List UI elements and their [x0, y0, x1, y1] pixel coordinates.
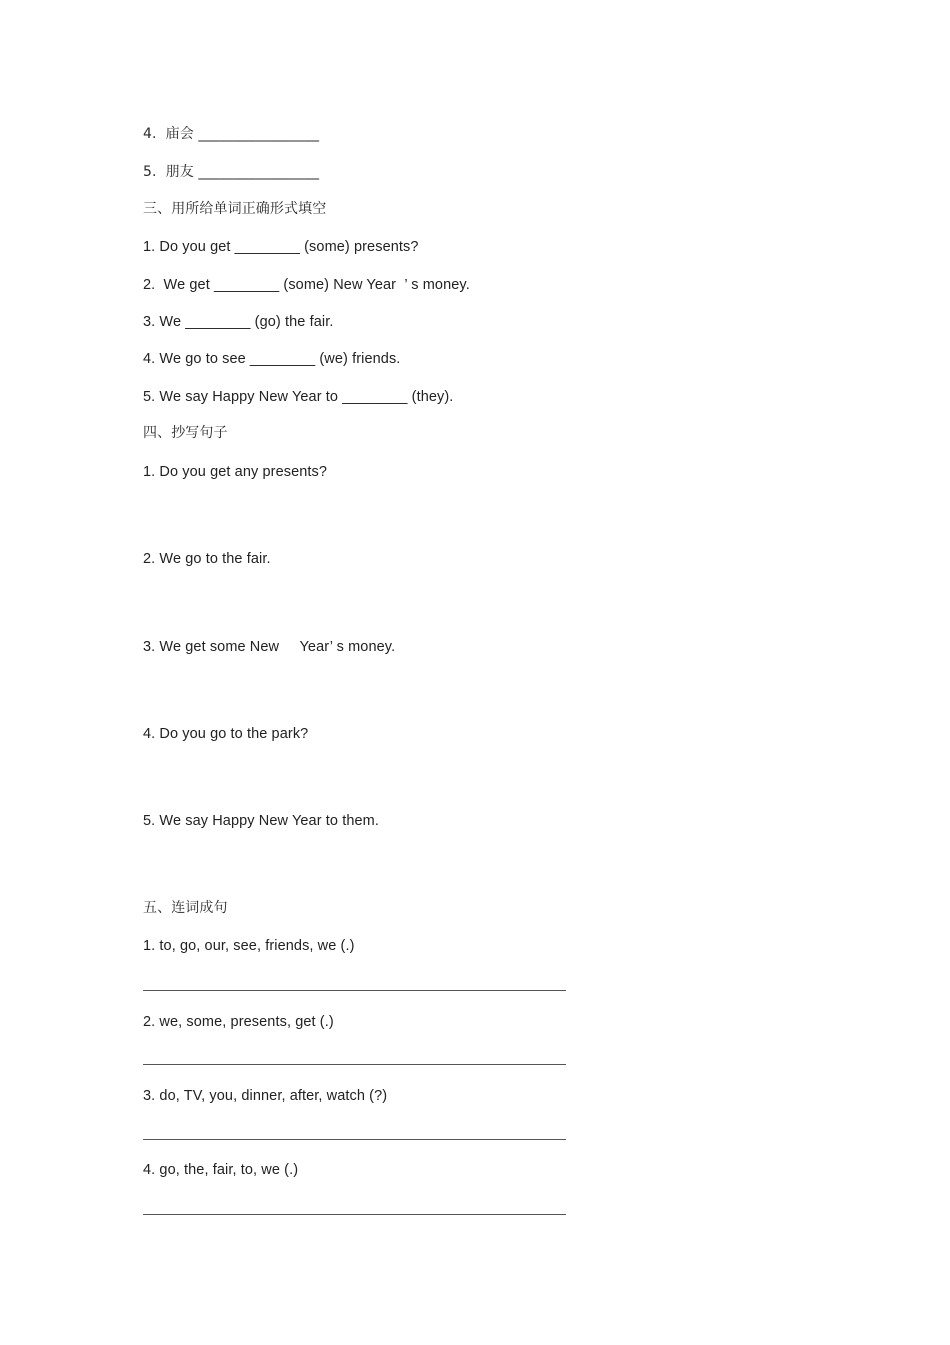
copy-sentence-1: 1. Do you get any presents?: [143, 464, 328, 480]
section-4-heading: 四、抄写句子: [143, 425, 228, 441]
vocab-item-friend: 5. 朋友 _________________: [143, 164, 320, 180]
copy-sentence-2: 2. We go to the fair.: [143, 551, 271, 567]
fill-blank-item-1: 1. Do you get ________ (some) presents?: [143, 239, 419, 255]
answer-line: [143, 1214, 566, 1215]
vocab-item-temple-fair: 4. 庙会 _________________: [143, 126, 320, 142]
fill-blank-item-5: 5. We say Happy New Year to ________ (they).: [143, 389, 454, 405]
answer-line: [143, 1139, 566, 1140]
copy-sentence-3: 3. We get some New Year’ s money.: [143, 639, 396, 655]
answer-line: [143, 990, 566, 991]
copy-sentence-5: 5. We say Happy New Year to them.: [143, 813, 379, 829]
section-5-heading: 五、连词成句: [143, 900, 228, 916]
word-order-item-3: 3. do, TV, you, dinner, after, watch (?): [143, 1088, 388, 1104]
copy-sentence-4: 4. Do you go to the park?: [143, 726, 309, 742]
section-3-heading: 三、用所给单词正确形式填空: [143, 201, 327, 217]
word-order-item-1: 1. to, go, our, see, friends, we (.): [143, 938, 355, 954]
answer-line: [143, 1064, 566, 1065]
word-order-item-2: 2. we, some, presents, get (.): [143, 1014, 334, 1030]
fill-blank-item-2: 2. We get ________ (some) New Year ’ s money.: [143, 277, 470, 293]
word-order-item-4: 4. go, the, fair, to, we (.): [143, 1162, 299, 1178]
fill-blank-item-3: 3. We ________ (go) the fair.: [143, 314, 334, 330]
fill-blank-item-4: 4. We go to see ________ (we) friends.: [143, 351, 401, 367]
